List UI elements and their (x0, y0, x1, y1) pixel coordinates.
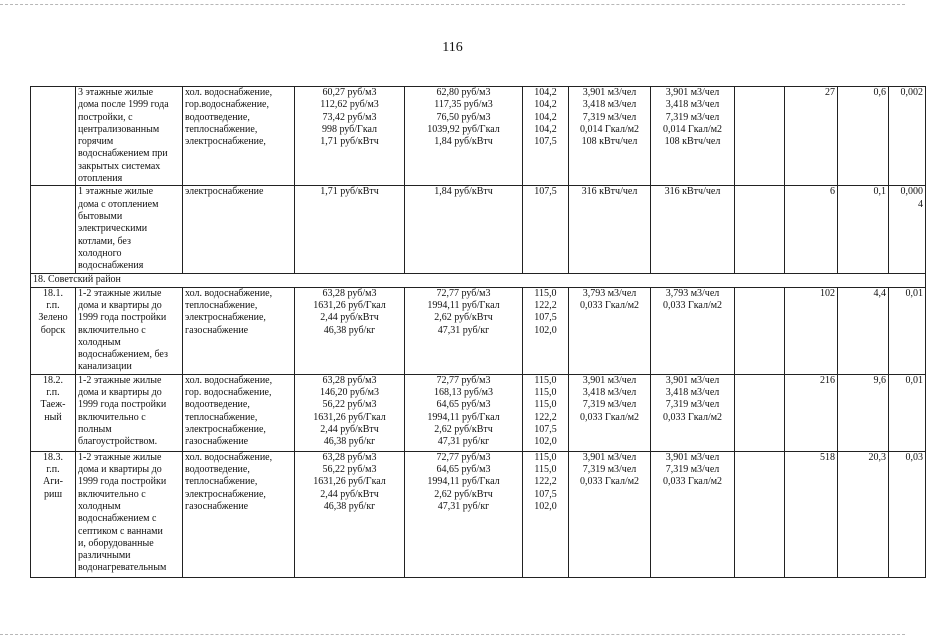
cell-tariff-new: 62,80 руб/м3 117,35 руб/м3 76,50 руб/м3 1039,92 руб/Гкал 1,84 руб/кВтч (405, 87, 523, 186)
cell-services: хол. водоснабжение, гор.водоснабжение, водоотведение, теплоснабжение, электроснабжение, (183, 87, 295, 186)
cell-norm-new: 3,901 м3/чел 3,418 м3/чел 7,319 м3/чел 0,033 Гкал/м2 (651, 374, 735, 451)
cell-norm-new: 316 кВтч/чел (651, 186, 735, 274)
section-title: 18. Советский район (31, 274, 926, 287)
cell-count: 27 (785, 87, 838, 186)
cell-number: 18.1. г.п. Зелено борск (31, 287, 76, 374)
cell-norm-old: 3,901 м3/чел 3,418 м3/чел 7,319 м3/чел 0,014 Гкал/м2 108 кВтч/чел (569, 87, 651, 186)
scan-edge-top (0, 4, 905, 6)
cell-index: 104,2 104,2 104,2 104,2 107,5 (523, 87, 569, 186)
scan-edge-bottom (0, 634, 905, 636)
cell-norm-new: 3,901 м3/чел 3,418 м3/чел 7,319 м3/чел 0,014 Гкал/м2 108 кВтч/чел (651, 87, 735, 186)
cell-index: 115,0 115,0 122,2 107,5 102,0 (523, 451, 569, 577)
cell-norm-old: 3,793 м3/чел 0,033 Гкал/м2 (569, 287, 651, 374)
cell-services: хол. водоснабжение, гор. водоснабжение, водоотведение, теплоснабжение, электроснабжение, газоснабжение (183, 374, 295, 451)
cell-tariff-old: 63,28 руб/м3 1631,26 руб/Гкал 2,44 руб/кВтч 46,38 руб/кг (295, 287, 405, 374)
cell-number: 18.2. г.п. Таеж- ный (31, 374, 76, 451)
cell-share: 0,01 (889, 374, 926, 451)
cell-share: 0,000 4 (889, 186, 926, 274)
table-row (31, 451, 926, 577)
cell-housing-group: 1 этажные жилые дома с отоплением бытовыми электрическими котлами, без холодного водоснабжения (76, 186, 183, 274)
cell-tariff-new: 1,84 руб/кВтч (405, 186, 523, 274)
cell-empty (735, 374, 785, 451)
table-row (31, 287, 926, 374)
cell-norm-old: 3,901 м3/чел 3,418 м3/чел 7,319 м3/чел 0,033 Гкал/м2 (569, 374, 651, 451)
cell-tariff-new: 72,77 руб/м3 168,13 руб/м3 64,65 руб/м3 1994,11 руб/Гкал 2,62 руб/кВтч 47,31 руб/кг (405, 374, 523, 451)
cell-housing-group: 1-2 этажные жилые дома и квартиры до 1999 года постройки включительно с холодным водоснабжением с септиком с ваннами и, оборудованные различными водонагревательным (76, 451, 183, 577)
table-row (31, 374, 926, 451)
cell-housing-group: 1-2 этажные жилые дома и квартиры до 1999 года постройки включительно с полным благоустройством. (76, 374, 183, 451)
cell-number (31, 186, 76, 274)
cell-count: 518 (785, 451, 838, 577)
cell-index: 115,0 115,0 115,0 122,2 107,5 102,0 (523, 374, 569, 451)
cell-norm-old: 3,901 м3/чел 7,319 м3/чел 0,033 Гкал/м2 (569, 451, 651, 577)
page-number: 116 (442, 40, 463, 55)
cell-index: 115,0 122,2 107,5 102,0 (523, 287, 569, 374)
cell-number (31, 87, 76, 186)
cell-tariff-new: 72,77 руб/м3 64,65 руб/м3 1994,11 руб/Гкал 2,62 руб/кВтч 47,31 руб/кг (405, 451, 523, 577)
cell-services: хол. водоснабжение, теплоснабжение, электроснабжение, газоснабжение (183, 287, 295, 374)
table-row (31, 87, 926, 186)
cell-tariff-new: 72,77 руб/м3 1994,11 руб/Гкал 2,62 руб/кВтч 47,31 руб/кг (405, 287, 523, 374)
cell-count: 6 (785, 186, 838, 274)
cell-share: 0,002 (889, 87, 926, 186)
cell-norm-new: 3,793 м3/чел 0,033 Гкал/м2 (651, 287, 735, 374)
cell-percent: 0,6 (838, 87, 889, 186)
cell-percent: 9,6 (838, 374, 889, 451)
cell-norm-old: 316 кВтч/чел (569, 186, 651, 274)
cell-services: электроснабжение (183, 186, 295, 274)
cell-share: 0,01 (889, 287, 926, 374)
cell-empty (735, 451, 785, 577)
cell-tariff-old: 60,27 руб/м3 112,62 руб/м3 73,42 руб/м3 998 руб/Гкал 1,71 руб/кВтч (295, 87, 405, 186)
cell-percent: 4,4 (838, 287, 889, 374)
tariff-table (30, 86, 926, 578)
cell-tariff-old: 63,28 руб/м3 146,20 руб/м3 56,22 руб/м3 1631,26 руб/Гкал 2,44 руб/кВтч 46,38 руб/кг (295, 374, 405, 451)
table-row (31, 186, 926, 274)
cell-services: хол. водоснабжение, водоотведение, теплоснабжение, электроснабжение, газоснабжение (183, 451, 295, 577)
cell-tariff-old: 63,28 руб/м3 56,22 руб/м3 1631,26 руб/Гкал 2,44 руб/кВтч 46,38 руб/кг (295, 451, 405, 577)
cell-count: 102 (785, 287, 838, 374)
cell-count: 216 (785, 374, 838, 451)
cell-number: 18.3. г.п. Аги- риш (31, 451, 76, 577)
cell-norm-new: 3,901 м3/чел 7,319 м3/чел 0,033 Гкал/м2 (651, 451, 735, 577)
cell-percent: 20,3 (838, 451, 889, 577)
section-row (31, 274, 926, 287)
cell-index: 107,5 (523, 186, 569, 274)
cell-empty (735, 186, 785, 274)
cell-share: 0,03 (889, 451, 926, 577)
cell-empty (735, 87, 785, 186)
cell-empty (735, 287, 785, 374)
cell-percent: 0,1 (838, 186, 889, 274)
cell-tariff-old: 1,71 руб/кВтч (295, 186, 405, 274)
cell-housing-group: 3 этажные жилые дома после 1999 года постройки, с централизованным горячим водоснабжением при закрытых системах отопления (76, 87, 183, 186)
cell-housing-group: 1-2 этажные жилые дома и квартиры до 1999 года постройки включительно с холодным водоснабжением, без канализации (76, 287, 183, 374)
